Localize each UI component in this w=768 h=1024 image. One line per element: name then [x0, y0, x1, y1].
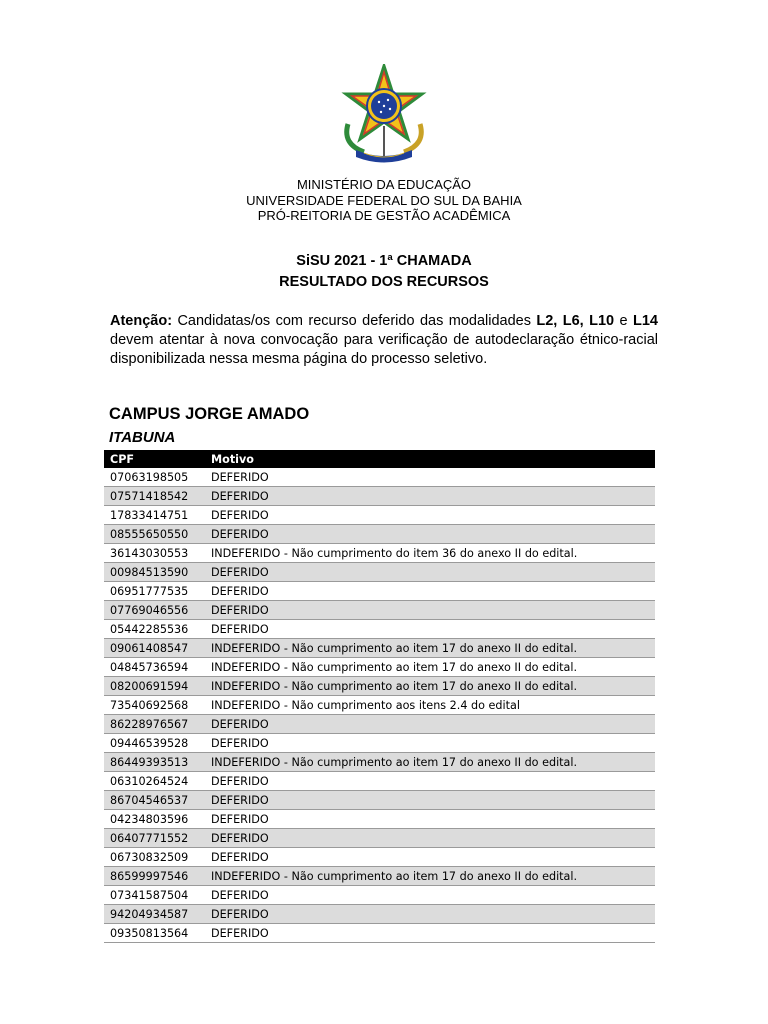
table-row	[104, 753, 655, 772]
cell-cpf: 09350813564	[104, 924, 205, 943]
table-row	[104, 924, 655, 943]
cell-motivo: DEFERIDO	[205, 506, 655, 525]
table-row	[104, 487, 655, 506]
cell-cpf: 04234803596	[104, 810, 205, 829]
cell-cpf: 05442285536	[104, 620, 205, 639]
table-row	[104, 639, 655, 658]
cell-motivo: DEFERIDO	[205, 487, 655, 506]
university-name: UNIVERSIDADE FEDERAL DO SUL DA BAHIA	[246, 192, 522, 208]
table-row	[104, 601, 655, 620]
cell-cpf: 00984513590	[104, 563, 205, 582]
cell-motivo: DEFERIDO	[205, 791, 655, 810]
attention-modalities-1: L2, L6, L10	[536, 313, 615, 329]
cell-motivo: DEFERIDO	[205, 525, 655, 544]
attention-text-2: e	[614, 313, 633, 329]
table-row	[104, 563, 655, 582]
cell-cpf: 07063198505	[104, 468, 205, 487]
cell-motivo: DEFERIDO	[205, 620, 655, 639]
institution-header	[0, 177, 768, 224]
campus-heading: CAMPUS JORGE AMADO	[109, 405, 310, 423]
cell-motivo: DEFERIDO	[205, 886, 655, 905]
brazil-coat-of-arms-emblem	[334, 64, 434, 164]
table-row	[104, 867, 655, 886]
cell-cpf: 06951777535	[104, 582, 205, 601]
cell-motivo: DEFERIDO	[205, 582, 655, 601]
cell-cpf: 86704546537	[104, 791, 205, 810]
cell-cpf: 09061408547	[104, 639, 205, 658]
cell-motivo: DEFERIDO	[205, 715, 655, 734]
table-row	[104, 544, 655, 563]
cell-motivo: DEFERIDO	[205, 563, 655, 582]
table-row	[104, 468, 655, 487]
cell-cpf: 86449393513	[104, 753, 205, 772]
cell-motivo: DEFERIDO	[205, 772, 655, 791]
table-row	[104, 734, 655, 753]
table-row	[104, 582, 655, 601]
cell-motivo: DEFERIDO	[205, 924, 655, 943]
table-row	[104, 791, 655, 810]
cell-cpf: 86599997546	[104, 867, 205, 886]
cell-motivo: DEFERIDO	[205, 810, 655, 829]
column-header-cpf: CPF	[104, 450, 205, 468]
cell-cpf: 07769046556	[104, 601, 205, 620]
title-line-2: RESULTADO DOS RECURSOS	[279, 274, 489, 290]
city-heading: ITABUNA	[109, 429, 176, 446]
title-line-1: SiSU 2021 - 1ª CHAMADA	[296, 253, 472, 269]
table-row	[104, 506, 655, 525]
attention-text-3: devem atentar à nova convocação para verificação de autodeclaração étnico-racial disponibilizada nessa mesma página do processo seletivo.	[110, 332, 658, 367]
cell-cpf: 86228976567	[104, 715, 205, 734]
cell-cpf: 04845736594	[104, 658, 205, 677]
ministry-name: MINISTÉRIO DA EDUCAÇÃO	[296, 177, 472, 192]
table-row	[104, 886, 655, 905]
cell-motivo: INDEFERIDO - Não cumprimento ao item 17 do anexo II do edital.	[205, 677, 655, 696]
cell-motivo: INDEFERIDO - Não cumprimento ao item 17 do anexo II do edital.	[205, 753, 655, 772]
cell-cpf: 06730832509	[104, 848, 205, 867]
results-table	[104, 450, 655, 943]
table-row	[104, 829, 655, 848]
table-row	[104, 772, 655, 791]
cell-motivo: INDEFERIDO - Não cumprimento aos itens 2.4 do edital	[205, 696, 655, 715]
table-row	[104, 715, 655, 734]
table-row	[104, 810, 655, 829]
cell-cpf: 07341587504	[104, 886, 205, 905]
cell-motivo: DEFERIDO	[205, 848, 655, 867]
cell-cpf: 94204934587	[104, 905, 205, 924]
table-row	[104, 677, 655, 696]
attention-notice	[110, 312, 658, 369]
cell-motivo: INDEFERIDO - Não cumprimento ao item 17 do anexo II do edital.	[205, 639, 655, 658]
cell-motivo: DEFERIDO	[205, 905, 655, 924]
document-title	[0, 251, 768, 293]
cell-cpf: 17833414751	[104, 506, 205, 525]
column-header-motivo: Motivo	[205, 450, 655, 468]
cell-cpf: 73540692568	[104, 696, 205, 715]
attention-text-1: Candidatas/os com recurso deferido das modalidades	[172, 313, 537, 329]
attention-modalities-2: L14	[632, 313, 658, 329]
cell-motivo: INDEFERIDO - Não cumprimento ao item 17 do anexo II do edital.	[205, 658, 655, 677]
cell-cpf: 08555650550	[104, 525, 205, 544]
cell-cpf: 06310264524	[104, 772, 205, 791]
cell-motivo: DEFERIDO	[205, 734, 655, 753]
cell-motivo: DEFERIDO	[205, 468, 655, 487]
cell-motivo: INDEFERIDO - Não cumprimento do item 36 do anexo II do edital.	[205, 544, 655, 563]
cell-cpf: 09446539528	[104, 734, 205, 753]
attention-label: Atenção:	[110, 313, 173, 329]
table-row	[104, 658, 655, 677]
cell-cpf: 36143030553	[104, 544, 205, 563]
cell-motivo: INDEFERIDO - Não cumprimento ao item 17 do anexo II do edital.	[205, 867, 655, 886]
cell-motivo: DEFERIDO	[205, 829, 655, 848]
table-header-row	[104, 450, 655, 468]
table-row	[104, 848, 655, 867]
cell-motivo: DEFERIDO	[205, 601, 655, 620]
table-row	[104, 696, 655, 715]
cell-cpf: 08200691594	[104, 677, 205, 696]
office-name: PRÓ-REITORIA DE GESTÃO ACADÊMICA	[257, 208, 511, 223]
table-row	[104, 525, 655, 544]
table-row	[104, 905, 655, 924]
table-row	[104, 620, 655, 639]
cell-cpf: 07571418542	[104, 487, 205, 506]
cell-cpf: 06407771552	[104, 829, 205, 848]
